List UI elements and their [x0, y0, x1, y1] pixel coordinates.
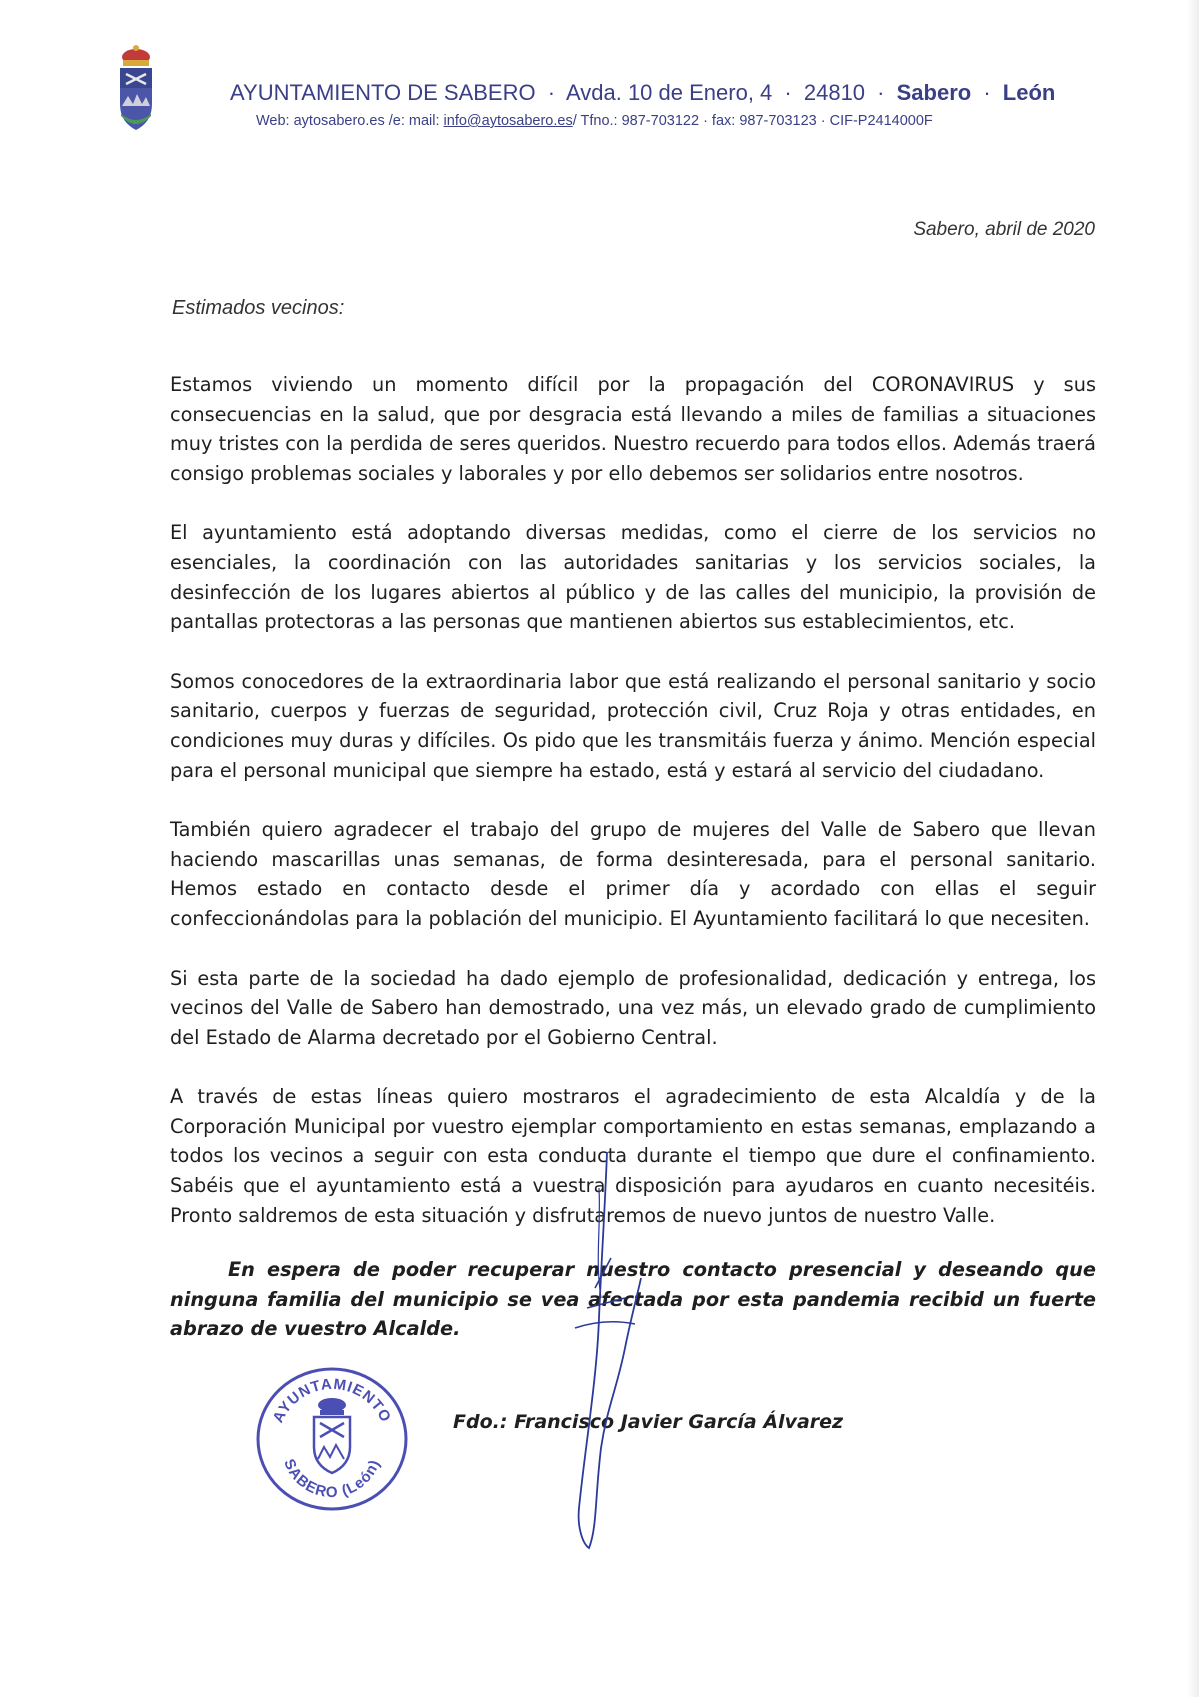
separator: · [983, 80, 991, 105]
paragraph: También quiero agradecer el trabajo del grupo de mujeres del Valle de Sabero que llevan haciendo mascarillas unas semanas, de forma desinteresada, para el personal sanitario. Hemos estado en contacto desde el primer día y acordado con ellas el seguir confeccionándolas para la población del municipio. El Ayuntamiento facilitará lo que necesiten. [170, 818, 1096, 930]
street-address: Avda. 10 de Enero, 4 [565, 80, 773, 105]
phone-text: / Tfno.: 987-703122 [572, 113, 700, 129]
paragraph: Somos conocedores de la extraordinaria labor que está realizando el personal sanitario y socio sanitario, cuerpos y fuerzas de seguridad, protección civil, Cruz Roja y otras entidades, en condiciones muy duras y difíciles. Os pido que les transmitáis fuerza y ánimo. Mención especial para el personal municipal que siempre ha estado, está y estará al servicio del ciudadano. [170, 669, 1096, 782]
letterhead-contact-line [256, 113, 1156, 129]
paragraph: Si esta parte de la sociedad ha dado ejemplo de profesionalidad, dedicación y entrega, los vecinos del Valle de Sabero han demostrado, una vez más, un elevado grado de cumplimiento del Estado de Alarma decretado por el Gobierno Central. [170, 966, 1096, 1049]
greeting: Estimados vecinos: [172, 297, 345, 319]
web-text: Web: aytosabero.es /e: mail: [256, 113, 444, 129]
closing-paragraph: En espera de poder recuperar nuestro contacto presencial y deseando que ninguna familia del municipio se vea afectada por esta pandemia recibid un fuerte abrazo de vuestro Alcalde. [170, 1258, 1096, 1341]
letter-date: Sabero, abril de 2020 [913, 219, 1095, 240]
postal-code: 24810 [803, 80, 866, 105]
town-name: Sabero [896, 80, 972, 105]
official-seal-stamp [252, 1363, 412, 1515]
fax-text: · fax: 987-703123 [703, 113, 817, 129]
paragraph: A través de estas líneas quiero mostraros el agradecimiento de esta Alcaldía y de la Corporación Municipal por vuestro ejemplar comportamiento en estas semanas, emplazando a todos los vecinos a seguir con esta conducta durante el tiempo que dure el confinamiento. Sabéis que el ayuntamiento está a vuestra disposición para ayudaros en cuanto necesitéis. Pronto saldremos de esta situación y disfrutaremos de nuevo juntos de nuestro Valle. [170, 1085, 1096, 1227]
org-name: AYUNTAMIENTO DE SABERO [230, 80, 536, 105]
scan-edge [1187, 0, 1199, 1697]
handwritten-signature [555, 1148, 645, 1552]
separator: · [547, 80, 556, 105]
paragraph: El ayuntamiento está adoptando diversas medidas, como el cierre de los servicios no esenciales, la coordinación con las autoridades sanitarias y los servicios sociales, la desinfección de los lugares abiertos al público y de las calles del municipio, la provisión de pantallas protectoras a las personas que mantienen abiertos sus establecimientos, etc. [170, 521, 1096, 634]
email-link[interactable]: info@aytosabero.es [443, 113, 573, 129]
separator: · [784, 80, 792, 105]
letter-body [170, 370, 1096, 1260]
seal-top-text: AYUNTAMIENTO [269, 1375, 395, 1426]
municipal-crest-logo [114, 44, 158, 136]
province-name: León [1002, 80, 1056, 105]
letterhead-address-line [230, 80, 1150, 106]
signed-by: Fdo.: Francisco Javier García Álvarez [453, 1411, 844, 1433]
paragraph: Estamos viviendo un momento difícil por la propagación del CORONAVIRUS y sus consecuencias en la salud, que por desgracia está llevando a miles de familias a situaciones muy tristes con la perdida de seres queridos. Nuestro recuerdo para todos ellos. Además traerá consigo problemas sociales y laborales y por ello debemos ser solidarios entre nosotros. [170, 373, 1096, 485]
seal-bottom-text: SABERO (León) [280, 1456, 384, 1502]
cif-text: · CIF-P2414000F [820, 113, 933, 129]
svg-text:SABERO (León) [280, 1457, 383, 1501]
separator: · [877, 80, 885, 105]
